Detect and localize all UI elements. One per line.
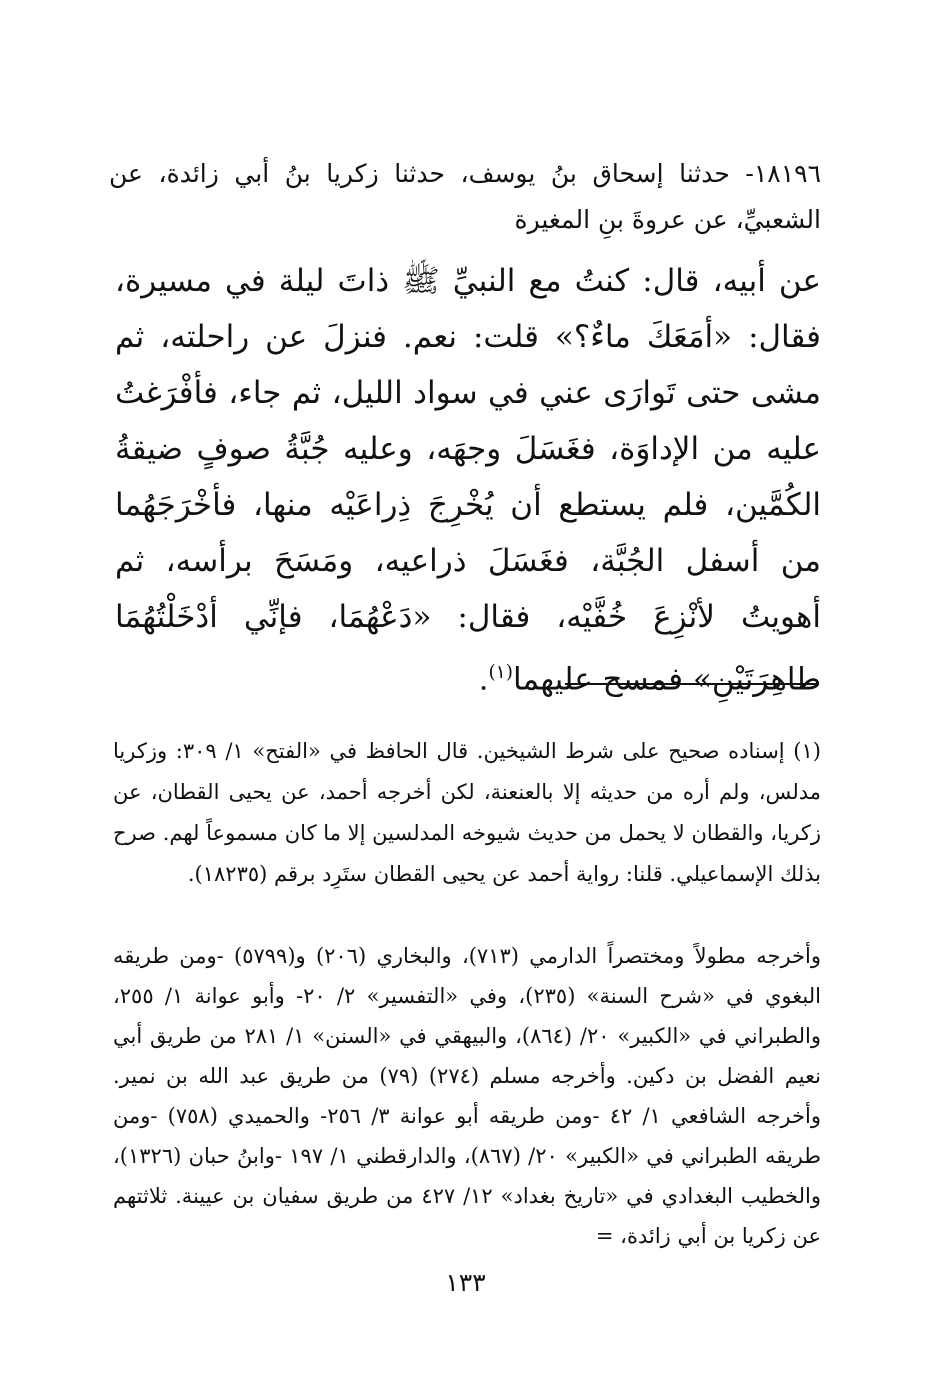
footnote-reference: (١) <box>488 662 513 683</box>
footnote-separator <box>565 683 819 685</box>
footnote-2: وأخرجه مطولاً ومختصراً الدارمي (٧١٣)، والبخاري (٢٠٦) و(٥٧٩٩) -ومن طريقه البغوي في «شرح السنة» (٢٣٥)، وفي «التفسير» ٢/ ٢٠- وأبو عوانة ١/ ٢٥٥، والطبراني في «الكبير» ٢٠/ (٨٦٤)، والبيهقي في «السنن» ١/ ٢٨١ من طريق أبي نعيم الفضل بن دكين. وأخرجه مسلم (٢٧٤) (٧٩) من طريق عبد الله بن نمير. وأخرجه الشافعي ١/ ٤٢ -ومن طريقه أبو عوانة ٣/ ٢٥٦- والحميدي (٧٥٨) -ومن طريقه الطبراني في «الكبير» ٢٠/ (٨٦٧)، والدارقطني ١/ ١٩٧ -وابنُ حبان (١٣٢٦)، والخطيب البغدادي في «تاريخ بغداد» ١٢/ ٤٢٧ من طريق سفيان بن عيينة. ثلاثتهم عن زكريا بن أبي زائدة، = <box>113 944 821 1248</box>
page-number: ١٣٣ <box>445 1268 486 1297</box>
hadith-end-mark: . <box>478 661 489 698</box>
hadith-matn-text: عن أبيه، قال: كنتُ مع النبيِّ ﷺ ذاتَ ليلة في مسيرة، فقال: «أمَعَكَ ماءٌ؟» قلت: نعم. فنزلَ عن راحلته، ثم مشى حتى تَوارَى عني في سواد الليل، ثم جاء، فأفْرَغتُ عليه من الإداوَة، فغَسَلَ وجهَه، وعليه جُبَّةُ صوفٍ ضيقةُ الكُمَّين، فلم يستطع أن يُخْرِجَ ذِراعَيْه منها، فأخْرَجَهُما من أسفل الجُبَّة، فغَسَلَ ذراعيه، ومَسَحَ برأسه، ثم أهويتُ لأنْزِعَ خُفَّيْه، فقال: «دَعْهُمَا، فإنِّي أدْخَلْتُهُمَا طاهِرَتَيْنِ» فمسح عليهما <box>115 263 821 698</box>
footnote-1: (١) إسناده صحيح على شرط الشيخين. قال الحافظ في «الفتح» ١/ ٣٠٩: وزكريا مدلس، ولم أره من حديثه إلا بالعنعنة، لكن أخرجه أحمد، عن يحيى القطان، عن زكريا، والقطان لا يحمل من حديث شيوخه المدلسين إلا ما كان مسموعاً لهم. صرح بذلك الإسماعيلي. قلنا: رواية أحمد عن يحيى القطان ستَرِد برقم (١٨٢٣٥). <box>113 739 821 886</box>
hadith-isnad: ١٨١٩٦- حدثنا إسحاق بنُ يوسف، حدثنا زكريا بنُ أبي زائدة، عن الشعبيِّ، عن عروةَ بنِ المغيرة <box>109 159 821 234</box>
hadith-matn <box>115 253 821 707</box>
